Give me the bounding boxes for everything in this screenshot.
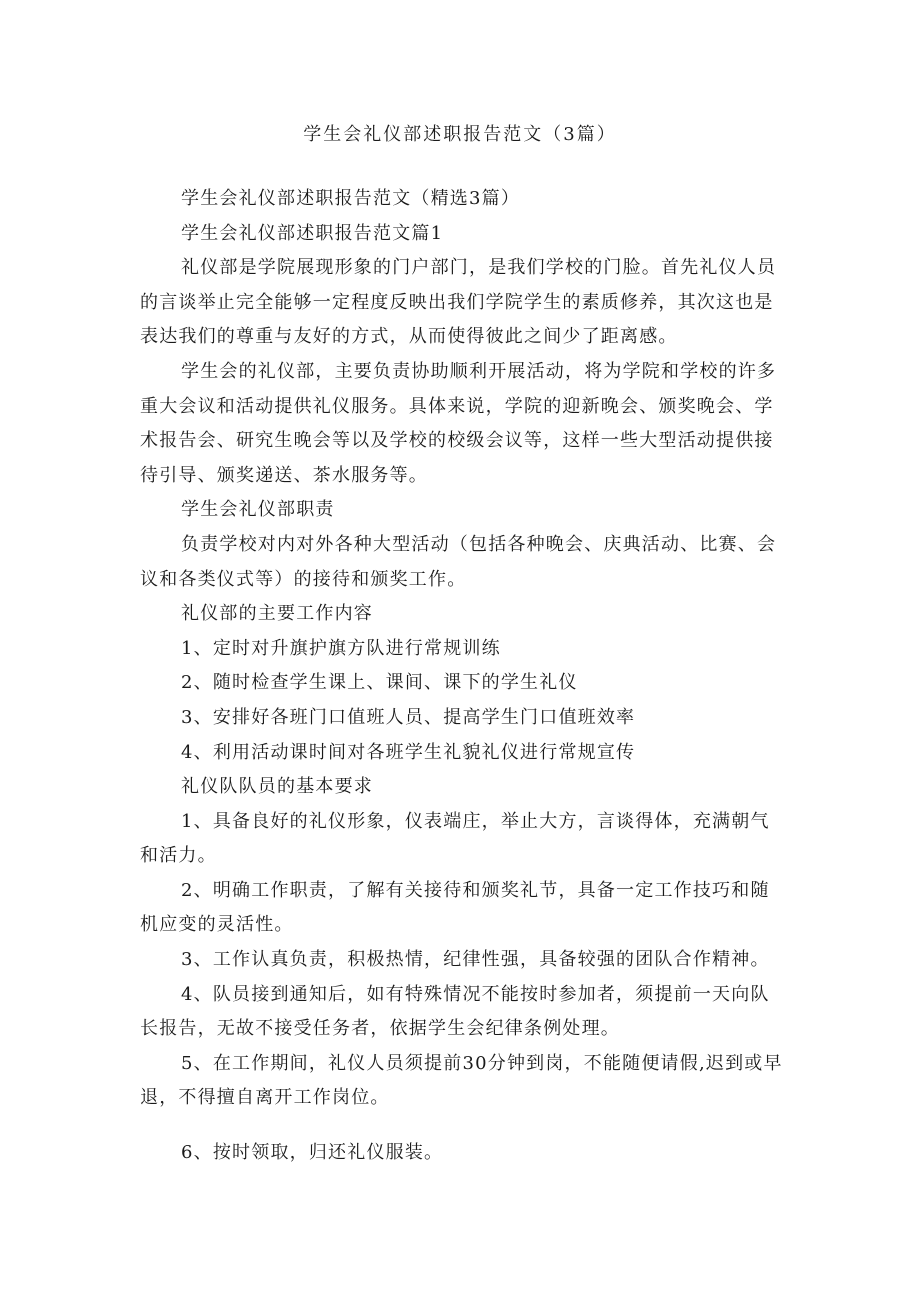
list-item: 6、按时领取，归还礼仪服装。 [181,1142,444,1164]
paragraph-section-heading: 学生会礼仪部述职报告范文篇1 [181,222,444,244]
list-item: 1、定时对升旗护旗方队进行常规训练 [181,637,501,659]
list-item: 5、在工作期间，礼仪人员须提前30分钟到岗，不能随便请假,迟到或早退，不得擅自离开工作岗位。 [140,1052,783,1109]
paragraph-heading: 礼仪部的主要工作内容 [181,603,373,625]
list-item: 1、具备良好的礼仪形象，仪表端庄，举止大方，言谈得体，充满朝气和活力。 [140,810,770,867]
paragraph-body: 礼仪部是学院展现形象的门户部门，是我们学校的门脸。首先礼仪人员的言谈举止完全能够一定程度反映出我们学院学生的素质修养，其次这也是表达我们的尊重与友好的方式，从而使得彼此之间少了距离感。 [140,257,777,348]
paragraph-subtitle: 学生会礼仪部述职报告范文（精选3篇） [181,188,521,209]
paragraph-heading: 学生会礼仪部职责 [181,499,335,521]
document-title: 学生会礼仪部述职报告范文（3篇） [303,124,617,145]
document-body [140,182,785,1171]
paragraph-body: 负责学校对内对外各种大型活动（包括各种晚会、庆典活动、比赛、会议和各类仪式等）的接待和颁奖工作。 [140,533,777,590]
paragraph-heading: 礼仪队队员的基本要求 [181,776,373,798]
list-item: 3、安排好各班门口值班人员、提高学生门口值班效率 [181,706,636,728]
paragraph-body: 学生会的礼仪部，主要负责协助顺利开展活动，将为学院和学校的许多重大会议和活动提供礼仪服务。具体来说，学院的迎新晚会、颁奖晚会、学术报告会、研究生晚会等以及学校的校级会议等，这样一些大型活动提供接待引导、颁奖递送、茶水服务等。 [140,360,777,486]
list-item: 2、明确工作职责，了解有关接待和颁奖礼节，具备一定工作技巧和随机应变的灵活性。 [140,879,770,936]
list-item: 3、工作认真负责，积极热情，纪律性强，具备较强的团队合作精神。 [181,949,770,971]
list-item: 4、利用活动课时间对各班学生礼貌礼仪进行常规宣传 [181,741,636,763]
list-item: 4、队员接到通知后，如有特殊情况不能按时参加者，须提前一天向队长报告，无故不接受任务者，依据学生会纪律条例处理。 [140,983,770,1040]
list-item: 2、随时检查学生课上、课间、课下的学生礼仪 [181,672,578,694]
